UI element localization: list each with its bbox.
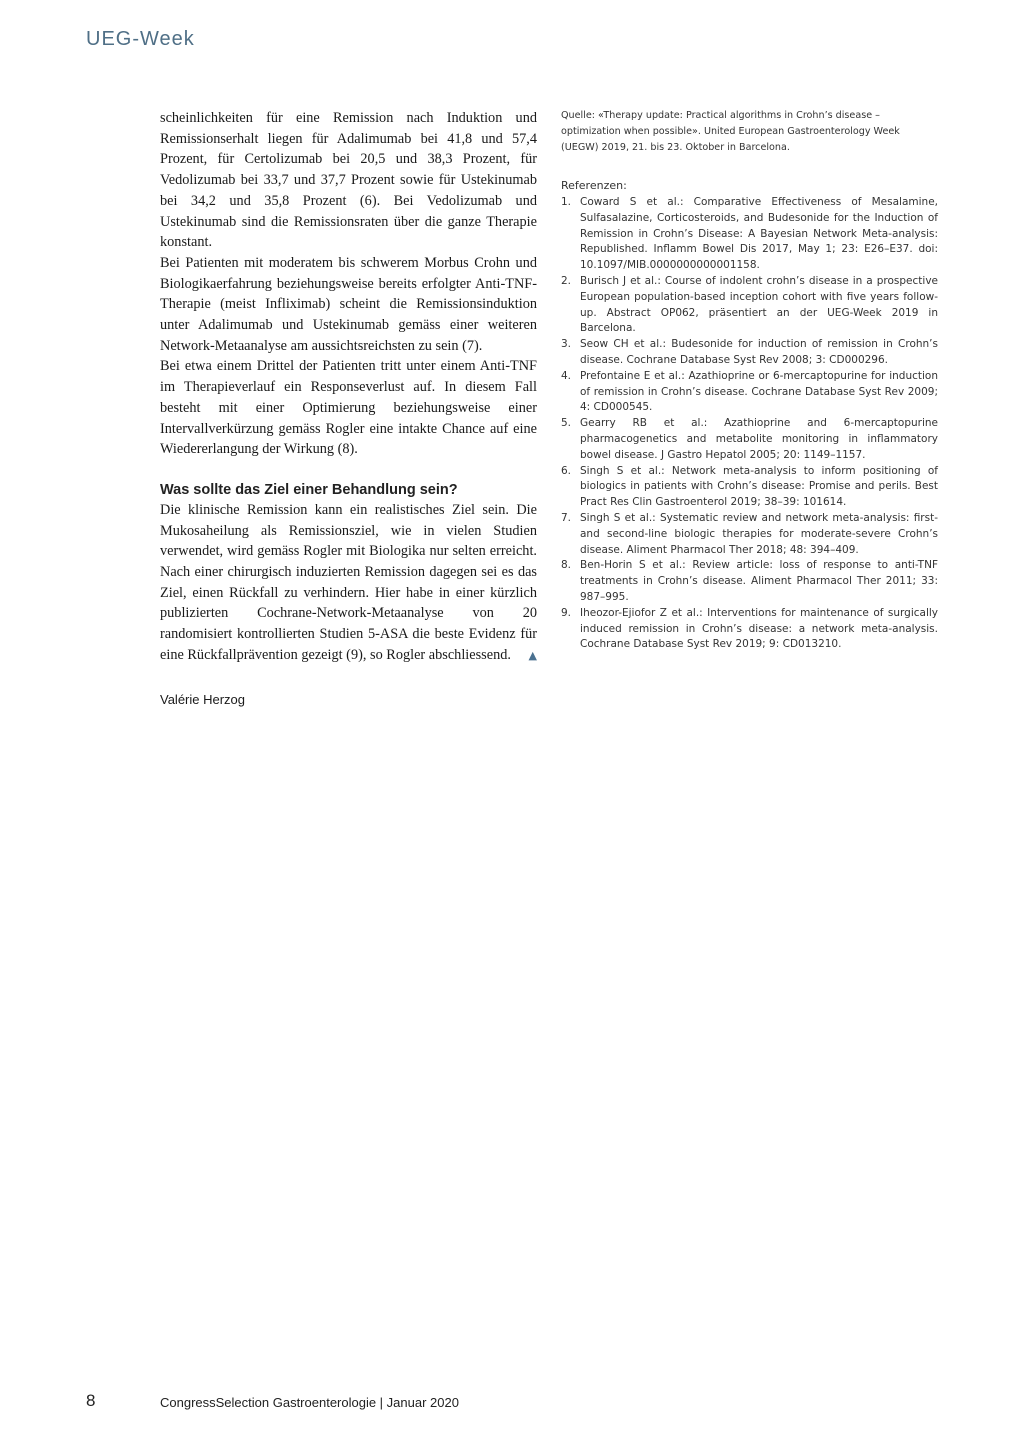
reference-text: Prefontaine E et al.: Azathioprine or 6-mercaptopurine for induction of remission in Crohn’s disease. Cochrane Database Syst Rev 2009; 4: CD000545. <box>580 369 938 414</box>
reference-number: 8. <box>561 559 572 572</box>
article-body <box>160 108 537 710</box>
end-of-article-icon: ▲ <box>528 648 537 662</box>
author-name: Valérie Herzog <box>160 691 246 707</box>
reference-number: 9. <box>561 606 572 619</box>
reference-item <box>561 606 938 653</box>
reference-item <box>561 337 938 369</box>
references-list <box>561 195 938 653</box>
reference-text: Singh S et al.: Systematic review and network meta-analysis: first- and second-line biologic therapies for moderate-severe Crohn’s disease. Aliment Pharmacol Ther 2018; 48: 394–409. <box>580 511 938 556</box>
page-number: 8 <box>86 1391 96 1410</box>
reference-number: 6. <box>561 464 572 477</box>
reference-item <box>561 511 938 558</box>
reference-number: 3. <box>561 338 572 351</box>
reference-text: Ben-Horin S et al.: Review article: loss of response to anti-TNF treatments in Crohn’s disease. Aliment Pharmacol Ther 2011; 33: 987–995. <box>580 559 938 603</box>
reference-number: 5. <box>561 417 572 430</box>
reference-number: 1. <box>561 196 572 208</box>
reference-item <box>561 464 938 511</box>
publication-footer: CongressSelection Gastroenterologie | Januar 2020 <box>160 1395 459 1410</box>
sidebar <box>561 108 938 653</box>
reference-text: Coward S et al.: Comparative Effectiveness of Mesalamine, Sulfasalazine, Corticosteroids, and Budesonide for the Induction of Remission in Crohn’s Disease: A Bayesian Network Meta-analysis: Republished. Inflamm Bowel Dis 2017, May 1; 23: E26–E37. doi: 10.1097/MIB.0000000000001158. <box>580 196 938 272</box>
reference-text: Singh S et al.: Network meta-analysis to inform positioning of biologics in patients with Crohn’s disease: Promise and perils. Best Pract Res Clin Gastroenterol 2019; 38–39: 101614. <box>580 464 938 509</box>
reference-text: Burisch J et al.: Course of indolent crohn’s disease in a prospective European population-based inception cohort with five years follow-up. Abstract OP062, präsentiert an der UEG-Week 2019 in Barcelona. <box>580 274 938 335</box>
references-title: Referenzen: <box>561 179 627 192</box>
reference-item <box>561 416 938 463</box>
reference-number: 4. <box>561 369 572 382</box>
reference-item <box>561 195 938 274</box>
reference-number: 2. <box>561 274 572 287</box>
reference-number: 7. <box>561 511 572 524</box>
reference-text: Iheozor-Ejiofor Z et al.: Interventions for maintenance of surgically induced remission in Crohn’s disease: a network meta-analysis. Cochrane Database Syst Rev 2019; 9: CD013210. <box>580 606 938 651</box>
article-paragraph-2: Bei Patienten mit moderatem bis schwerem Morbus Crohn und Biologikaerfahrung beziehungsweise bereits erfolgter Anti-TNF-Therapie (meist Infliximab) scheint die Remissionsinduktion unter Adalimumab und Ustekinumab gemäss einer weiteren Network-Metaanalyse am aussichtsreichsten zu sein (7). <box>160 254 537 354</box>
article-paragraph-1: scheinlichkeiten für eine Remission nach Induktion und Remissionserhalt liegen für Adalimumab bei 41,8 und 57,4 Prozent, für Certolizumab bei 20,5 und 38,3 Prozent, für Vedolizumab bei 33,7 und 37,7 Prozent sowie für Ustekinumab bei 34,2 und 35,8 Prozent (6). Bei Vedolizumab und Ustekinumab sind die Remissionsraten über die ganze Therapie konstant. <box>160 110 537 251</box>
section-heading: Was sollte das Ziel einer Behandlung sein? <box>160 481 458 498</box>
reference-item <box>561 274 938 337</box>
article-paragraph-4-text: Die klinische Remission kann ein realistisches Ziel sein. Die Mukosaheilung als Remissionsziel, wie in vielen Studien verwendet, wird gemäss Rogler mit Biologika nur selten erreicht. Nach einer chirurgisch induzierten Remission dagegen sei es das Ziel, einen Rückfall zu verhindern. Hier habe in einer kürzlich publizierten Cochrane-Network-Metaanalyse von 20 randomisiert kontrollierten Studien 5-ASA die beste Evidenz für eine Rückfallprävention gezeigt (9), so Rogler abschliessend. <box>160 501 537 663</box>
reference-item <box>561 369 938 416</box>
article-paragraph-4 <box>160 500 537 666</box>
reference-text: Seow CH et al.: Budesonide for induction of remission in Crohn’s disease. Cochrane Database Syst Rev 2008; 3: CD000296. <box>580 338 938 366</box>
reference-item <box>561 558 938 605</box>
reference-text: Gearry RB et al.: Azathioprine and 6-mercaptopurine pharmacogenetics and metabolite monitoring in inflammatory bowel disease. J Gastro Hepatol 2005; 20: 1149–1157. <box>580 417 938 461</box>
source-note: Quelle: «Therapy update: Practical algorithms in Crohn’s disease – optimization when possible». United European Gastroenterology Week (UEGW) 2019, 21. bis 23. Oktober in Barcelona. <box>561 110 900 153</box>
section-label: UEG-Week <box>86 28 195 50</box>
article-paragraph-3: Bei etwa einem Drittel der Patienten tritt unter einem Anti-TNF im Therapieverlauf ein Responseverlust auf. In diesem Fall besteht mit einer Optimierung beziehungsweise einer Intervallverkürzung gemäss Rogler eine intakte Chance auf eine Wiedererlangung der Wirkung (8). <box>160 358 537 458</box>
